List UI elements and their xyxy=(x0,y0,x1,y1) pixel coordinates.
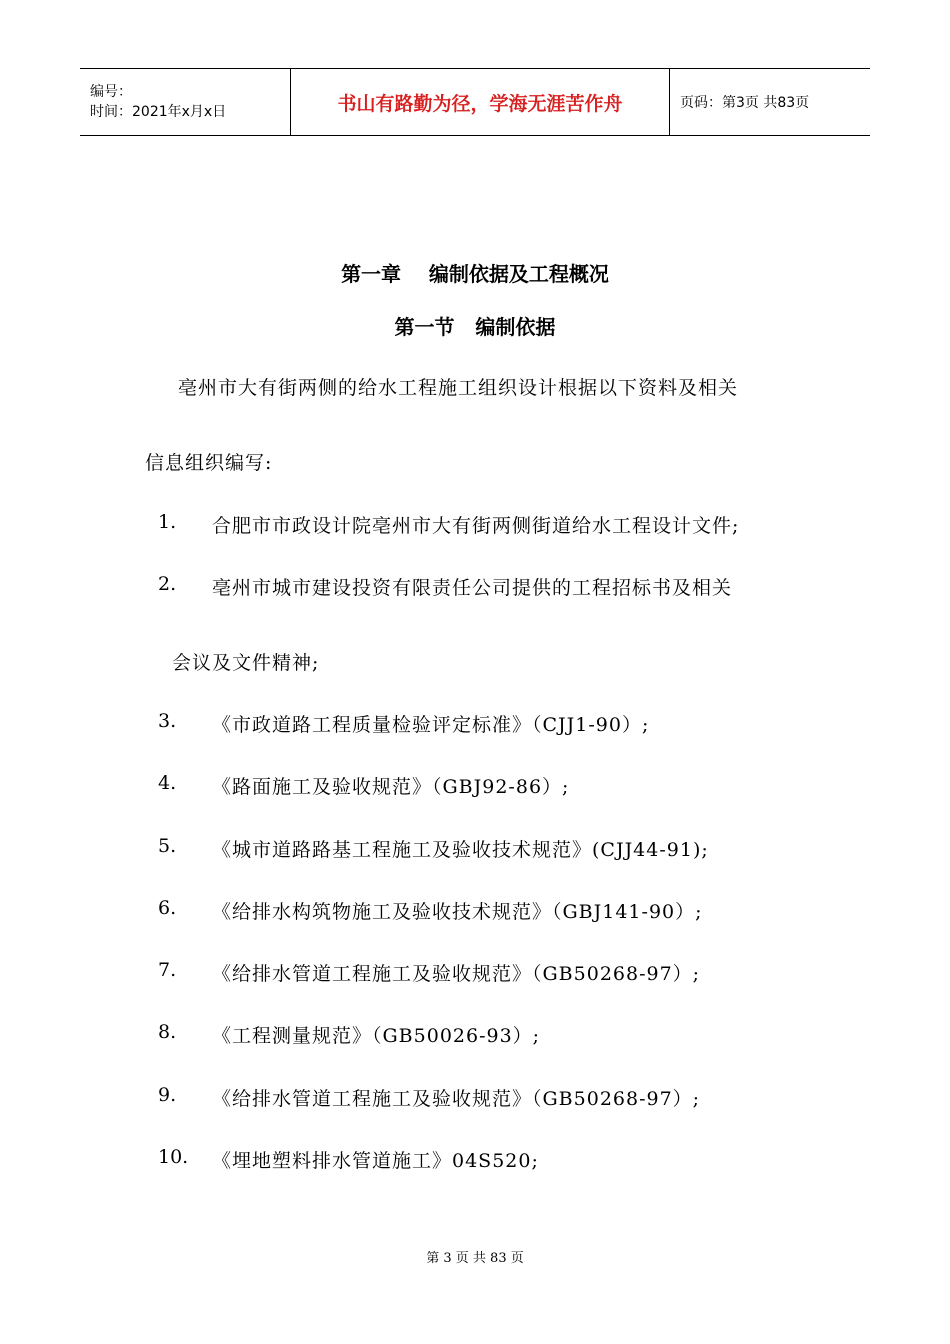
document-number-label: 编号： xyxy=(90,84,132,100)
list-item-number: 2. xyxy=(158,573,177,595)
list-item-text: 《路面施工及验收规范》（GBJ92-86）; xyxy=(212,776,570,798)
page-header xyxy=(80,68,870,136)
chapter-title: 第一章 编制依据及工程概况 xyxy=(341,262,609,286)
list-item-text: 《市政道路工程质量检验评定标准》（CJJ1-90）; xyxy=(212,714,650,736)
list-item-text: 会议及文件精神; xyxy=(172,652,320,674)
list-item-number: 10. xyxy=(158,1146,189,1168)
list-item-text: 合肥市市政设计院亳州市大有街两侧街道给水工程设计文件; xyxy=(212,515,740,537)
header-page-info: 页码：第3页 共83页 xyxy=(670,69,871,136)
section-title: 第一节 编制依据 xyxy=(394,315,556,339)
intro-paragraph-line-2: 信息组织编写: xyxy=(145,452,273,474)
intro-paragraph-line-1: 亳州市大有街两侧的给水工程施工组织设计根据以下资料及相关 xyxy=(178,377,739,399)
list-item-number: 1. xyxy=(158,511,177,533)
list-item-text: 《给排水管道工程施工及验收规范》（GB50268-97）; xyxy=(212,1088,701,1110)
list-item-number: 9. xyxy=(158,1084,177,1106)
list-item-text: 《城市道路路基工程施工及验收技术规范》(CJJ44-91); xyxy=(212,839,709,861)
list-item-number: 7. xyxy=(158,959,177,981)
document-date-label: 时间：2021年x月x日 xyxy=(90,104,227,120)
header-motto: 书山有路勤为径，学海无涯苦作舟 xyxy=(291,69,670,136)
list-item-number: 5. xyxy=(158,835,177,857)
page-footer: 第 3 页 共 83 页 xyxy=(426,1251,524,1266)
list-item-text: 《埋地塑料排水管道施工》04S520; xyxy=(212,1150,539,1172)
header-meta-cell xyxy=(80,69,291,136)
list-item-text: 《给排水构筑物施工及验收技术规范》（GBJ141-90）; xyxy=(212,901,703,923)
list-item-text: 亳州市城市建设投资有限责任公司提供的工程招标书及相关 xyxy=(212,577,733,599)
list-item-number: 6. xyxy=(158,897,177,919)
list-item-text: 《给排水管道工程施工及验收规范》（GB50268-97）; xyxy=(212,963,701,985)
list-item-text: 《工程测量规范》（GB50026-93）; xyxy=(212,1025,541,1047)
list-item-number: 3. xyxy=(158,710,177,732)
list-item-number: 8. xyxy=(158,1021,177,1043)
list-item-number: 4. xyxy=(158,772,177,794)
